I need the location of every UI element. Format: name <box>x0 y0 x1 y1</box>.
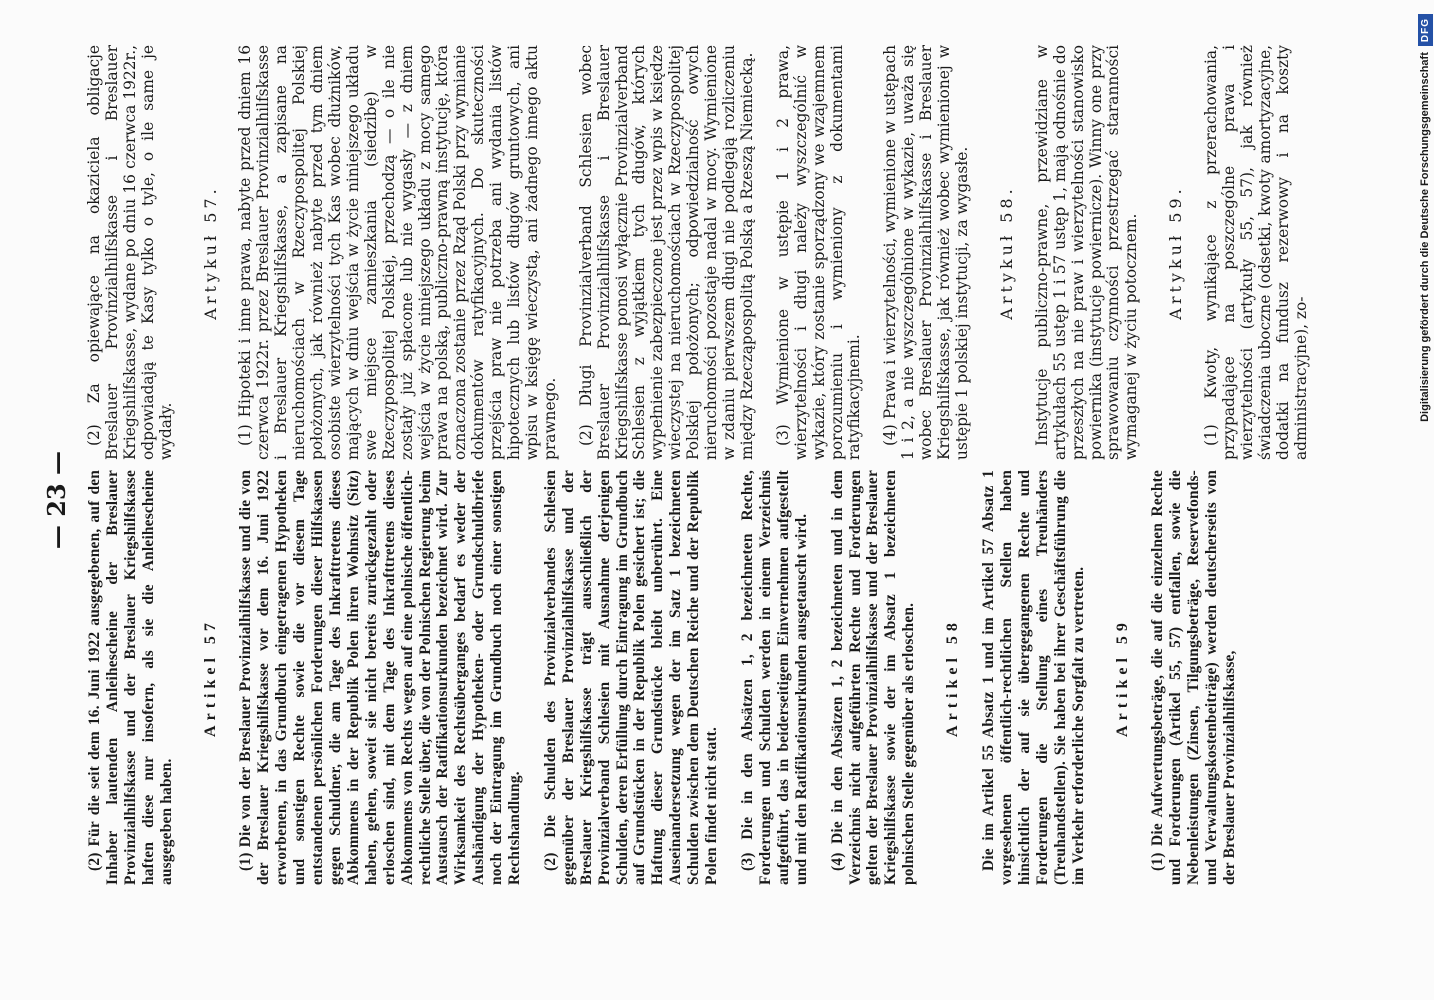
german-column <box>86 470 1266 885</box>
german-paragraph: Die im Artikel 55 Absatz 1 und im Artikel 57 Absatz 1 vorgesehenen öffentlich-rechtlichen Stellen haben hinsichtlich der auf sie übergegangenen Rechte und Forderungen die Stellung eines Treuhänders (Treuhandstellen). Sie haben bei ihrer Geschäftsführung die im Verkehr erforderliche Sorgfalt zu vertreten. <box>980 470 1087 885</box>
polish-paragraph: (2) Za opiewające na okaziciela obligacje Breslauer Provinzialhilfskasse i Breslauer Kriegshilfskasse, wydane po dniu 16 czerwca 1922r., odpowiadają te Kasy tylko o tyle, o ile same je wydały. <box>85 45 175 460</box>
polish-paragraph: (1) Kwoty, wynikające z przerachowania, przypadające na poszczególne prawa i wierzytelności (artykuły 55, 57), jak również świadczenia uboczne (odsetki, kwoty amortyzacyjne, dodatki na fundusz rezerwowy i na koszty administracyjne), zo- <box>1202 45 1310 460</box>
polish-article-heading: Artykuł 59. <box>1166 185 1186 320</box>
dfg-logo: DFG <box>1418 14 1433 46</box>
german-paragraph: (1) Die von der Breslauer Provinzialhilfskasse und die von der Breslauer Kriegshilfskasse vor dem 16. Juni 1922 erworbenen, in das Grundbuch eingetragenen Hypotheken und sonstigen Rechte sowie die vor diesem Tage entstandenen persönlichen Forderungen dieser Hilfskassen gegen Schuldner, die am Tage des Inkrafttretens dieses Abkommens in der Republik Polen ihren Wohnsitz (Sitz) haben, gehen, soweit sie nicht bereits zurückgezahlt oder erloschen sind, mit dem Tage des Inkrafttretens dieses Abkommens von Rechts wegen auf eine polnische öffentlich-rechtliche Stelle über, die von der Polnischen Regierung beim Austausch der Ratifikationsurkunden bezeichnet wird. Zur Wirksamkeit des Rechtsüberganges bedarf es weder der Aushändigung der Hypotheken- oder Grundschuldbriefe noch der Eintragung im Grundbuch noch einer sonstigen Rechtshandlung. <box>237 470 524 885</box>
digitization-credit <box>1412 6 1434 996</box>
polish-paragraph: Instytucje publiczno-prawne, przewidziane w artykułach 55 ustęp 1 i 57 ustęp 1, mają odnośnie do przeszłych na nie praw i wierzytelności stanowisko powiernika (instytucje powiernicze). Winny one przy sprawowaniu czynności przestrzegać staranności wymaganej w życiu potocznem. <box>1032 45 1141 460</box>
polish-article-heading: Artykuł 57. <box>200 185 220 320</box>
german-paragraph: (1) Die Aufwertungsbeträge, die auf die einzelnen Rechte und Forderungen (Artikel 55, 57) entfallen, sowie die Nebenleistungen (Zinsen, Tilgungsbeträge, Reservefonds- und Verwaltungskostenbeiträge) werden deutscherseits von der Breslauer Provinzialhilfskasse, <box>1149 470 1239 885</box>
polish-paragraph: (1) Hipoteki i inne prawa, nabyte przed dniem 16 czerwca 1922r. przez Breslauer Provinzialhilfskasse i Breslauer Kriegshilfskasse, a zapisane na nieruchomościach w Rzeczypospolitej Polskiej położonych, jak również nabyte przed tym dniem osobiste wierzytelności tych Kas wobec dłużników, mających w dniu wejścia w życie niniejszego układu swe miejsce zamieszkania (siedzibę) w Rzeczypospolitej Polskiej, przechodzą — o ile nie zostały już spłacone lub nie wygasły — z dniem wejścia w życie niniejszego układu z mocy samego prawa na polską, publiczno-prawną instytucję, która oznaczona zostanie przez Rząd Polski przy wymianie dokumentów ratyfikacyjnych. Do skuteczności przejścia praw nie potrzeba ani wydania listów hipotecznych lub listów długów gruntowych, ani wpisu w księgę wieczystą, ani żadnego innego aktu prawnego. <box>236 45 559 460</box>
polish-column <box>85 45 1310 460</box>
german-article-heading: Artikel 58 <box>944 618 962 737</box>
german-paragraph: (2) Für die seit dem 16. Juni 1922 ausgegebenen, auf den Inhaber lautenden Anleihescheine der Breslauer Provinzialhilfskasse und der Breslauer Kriegshilfskasse haften diese nur insofern, als sie die Anleihescheine ausgegeben haben. <box>86 470 175 885</box>
polish-paragraph: (3) Wymienione w ustępie 1 i 2 prawa, wierzytelności i długi należy wyszczególnić w wykazie, który zostanie sporządzony we wzajemnem porozumieniu i wymieniony z dokumentami ratyfikacyjnemi. <box>773 45 864 460</box>
german-article-heading: Artikel 57 <box>201 618 219 737</box>
credit-text: Digitalisierung gefördert durch die Deutsche Forschungsgemeinschaft <box>1419 52 1431 422</box>
german-article-heading: Artikel 59 <box>1113 618 1131 737</box>
polish-article-heading: Artykuł 58. <box>996 185 1016 320</box>
polish-paragraph: (4) Prawa i wierzytelności, wymienione w ustępach 1 i 2, a nie wyszczególnione w wykazie, uważa się wobec Breslauer Provinzialhilfskasse i Breslauer Kriegshilfskasse, jak również wobec wymienionej w ustępie 1 polskiej instytucji, za wygasłe. <box>881 45 971 460</box>
german-paragraph: (3) Die in den Absätzen 1, 2 bezeichneten Rechte, Forderungen und Schulden werden in einem Verzeichnis aufgeführt, das in beiderseitigem Einvernehmen aufgestellt und mit den Ratifikationsurkunden ausgetauscht wird. <box>739 470 810 885</box>
polish-paragraph: (2) Długi Provinzialverband Schlesien wobec Breslauer Provinzialhilfskasse i Breslauer Kriegshilfskasse ponosi wyłącznie Provinzialverband Schlesien z wyjątkiem tych długów, których wypełnienie zabezpieczone jest przez wpis w księdze wieczystej na nieruchomościach w Rzeczypospolitej Polskiej położonych; odpowiedzialność owych nieruchomości pozostaje nadal w mocy. Wymienione w zdaniu pierwszem długi nie podlegają rozliczeniu między Rzecząpospolitą Polską a Rzeszą Niemiecką. <box>576 45 756 460</box>
page-number: — 23 — <box>42 450 71 550</box>
german-paragraph: (2) Die Schulden des Provinzialverbandes Schlesien gegenüber der Breslauer Provinzialhilfskasse und der Breslauer Kriegshilfskasse trägt ausschließlich der Provinzialverband Schlesien mit Ausnahme derjenigen Schulden, deren Erfüllung durch Eintragung im Grundbuch auf Grundstücken in der Republik Polen gesichert ist; die Haftung dieser Grundstücke bleibt unberührt. Eine Auseinandersetzung wegen der im Satz 1 bezeichneten Schulden zwischen dem Deutschen Reiche und der Republik Polen findet nicht statt. <box>541 470 721 885</box>
german-paragraph: (4) Die in den Absätzen 1, 2 bezeichneten und in dem Verzeichnis nicht aufgeführten Rechte und Forderungen gelten der Breslauer Provinzialhilfskasse und der Breslauer Kriegshilfskasse sowie der im Absatz 1 bezeichneten polnischen Stelle gegenüber als erloschen. <box>828 470 918 885</box>
